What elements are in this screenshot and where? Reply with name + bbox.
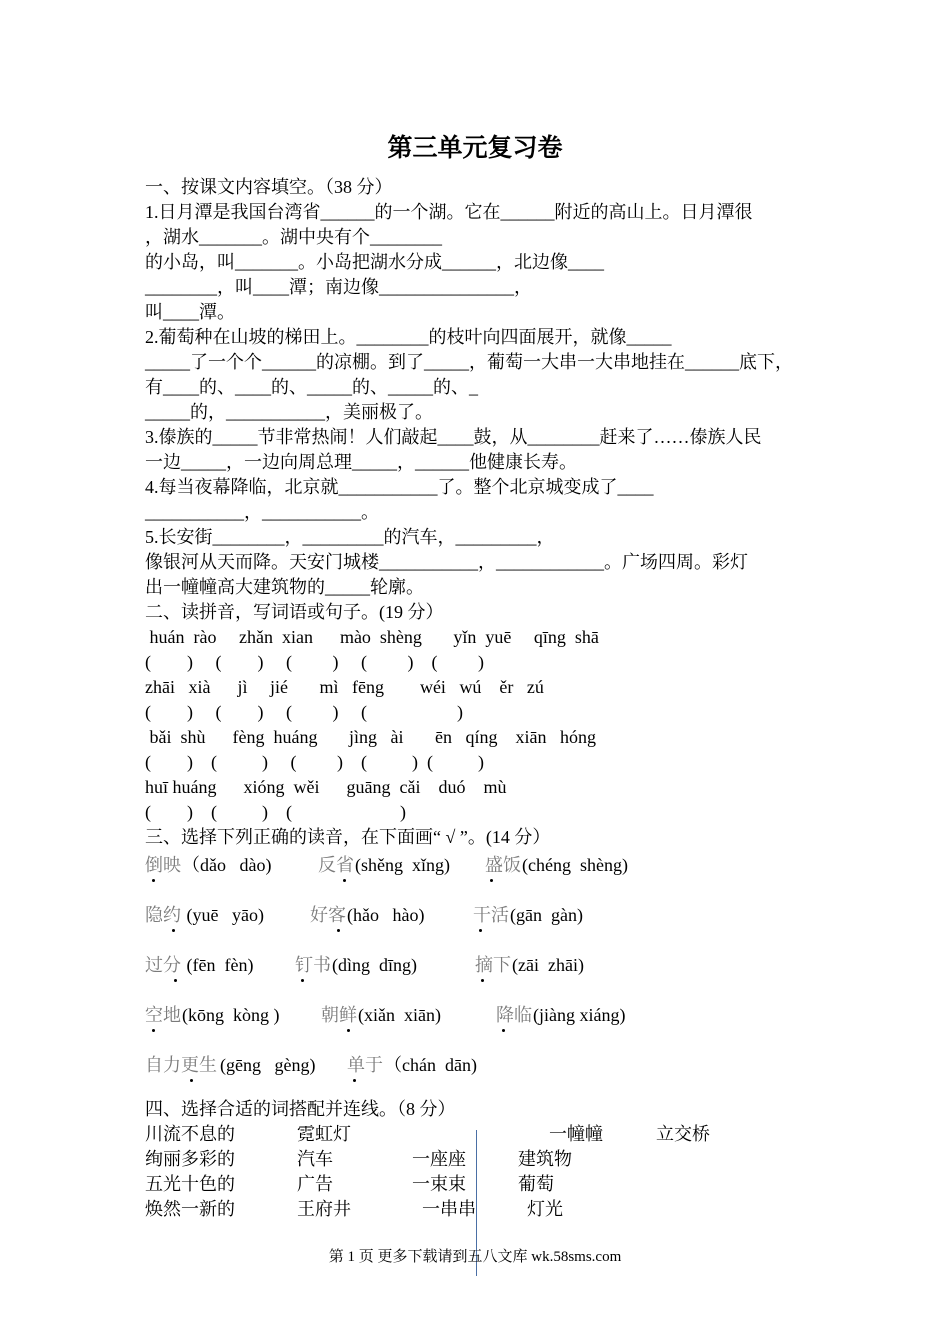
answer-brackets-row: ( ) ( ) ( ) ( ) ( ) bbox=[145, 652, 484, 672]
reading-options: (fēn fèn) bbox=[182, 955, 254, 975]
match-item: 一束束 bbox=[412, 1174, 466, 1194]
section3-heading: 三、选择下列正确的读音，在下面画“ √ ”。(14 分） bbox=[145, 827, 551, 847]
emphasis-dot bbox=[343, 879, 346, 882]
reading-word: 单于 bbox=[347, 1055, 383, 1075]
section1-line: _____了一个个______的凉棚。到了_____，葡萄一大串一大串地挂在______底下， bbox=[145, 352, 793, 372]
reading-word: 摘下 bbox=[475, 955, 511, 975]
emphasis-dot bbox=[502, 1029, 505, 1032]
match-item: 灯光 bbox=[527, 1199, 563, 1219]
answer-brackets-row: ( ) ( ) ( ) ( ) ( ) bbox=[145, 752, 484, 772]
emphasis-dot bbox=[174, 979, 177, 982]
section1-line: _____的，___________，美丽极了。 bbox=[145, 402, 433, 422]
match-item: 葡萄 bbox=[518, 1174, 554, 1194]
page-title: 第三单元复习卷 bbox=[387, 135, 563, 162]
section1-line: 1.日月潭是我国台湾省______的一个湖。它在______附近的高山上。日月潭很 bbox=[145, 202, 753, 222]
emphasis-dot bbox=[490, 879, 493, 882]
match-item: 绚丽多彩的 bbox=[145, 1149, 235, 1169]
reading-word: 隐约 bbox=[145, 905, 181, 925]
section1-line: ___________，___________。 bbox=[145, 502, 379, 522]
section4-heading: 四、选择合适的词搭配并连线。（8 分） bbox=[145, 1099, 456, 1119]
match-item: 焕然一新的 bbox=[145, 1199, 235, 1219]
answer-brackets-row: ( ) ( ) ( ) ( ) bbox=[145, 702, 463, 722]
page-footer: 第 1 页 更多下载请到五八文库 wk.58sms.com bbox=[328, 1249, 622, 1265]
reading-options: (chéng shèng) bbox=[522, 855, 628, 875]
reading-word: 倒映 bbox=[145, 855, 181, 875]
match-item: 一幢幢 bbox=[549, 1124, 603, 1144]
pinyin-row: huī huáng xióng wěi guāng cǎi duó mù bbox=[145, 777, 507, 797]
match-item: 王府井 bbox=[297, 1199, 351, 1219]
reading-options: （dǎo dào) bbox=[182, 855, 272, 875]
reading-word: 空地 bbox=[145, 1005, 181, 1025]
reading-options: (jiàng xiáng) bbox=[533, 1005, 626, 1025]
emphasis-dot bbox=[479, 929, 482, 932]
pinyin-row: bǎi shù fèng huáng jìng ài ēn qíng xiān hóng bbox=[145, 727, 596, 747]
section1-line: 有____的、____的、_____的、_____的、_ bbox=[145, 377, 478, 397]
section1-line: 4.每当夜幕降临，北京就___________了。整个北京城变成了____ bbox=[145, 477, 654, 497]
pinyin-row: huán rào zhǎn xian mào shèng yǐn yuē qīng shā bbox=[145, 627, 599, 647]
match-item: 川流不息的 bbox=[145, 1124, 235, 1144]
match-item: 霓虹灯 bbox=[297, 1124, 351, 1144]
reading-word: 反省 bbox=[318, 855, 354, 875]
emphasis-dot bbox=[172, 929, 175, 932]
match-item: 立交桥 bbox=[656, 1124, 710, 1144]
reading-word: 盛饭 bbox=[485, 855, 521, 875]
reading-options: (yuē yāo) bbox=[182, 905, 264, 925]
match-item: 五光十色的 bbox=[145, 1174, 235, 1194]
section1-line: 2.葡萄种在山坡的梯田上。________的枝叶向四面展开，就像_____ bbox=[145, 327, 672, 347]
answer-brackets-row: ( ) ( ) ( ) bbox=[145, 802, 406, 822]
emphasis-dot bbox=[152, 879, 155, 882]
section1-line: ________，叫____潭；南边像_______________， bbox=[145, 277, 532, 297]
reading-options: （chán dān) bbox=[384, 1055, 477, 1075]
reading-options: (gēng gèng) bbox=[220, 1055, 316, 1075]
emphasis-dot bbox=[353, 1079, 356, 1082]
section1-line: 的小岛，叫_______。小岛把湖水分成______，北边像____ bbox=[145, 252, 604, 272]
section1-line: 叫____潭。 bbox=[145, 302, 235, 322]
match-item: 一串串 bbox=[422, 1199, 476, 1219]
section1-line: 像银河从天而降。天安门城楼___________，____________。广场四周。彩灯 bbox=[145, 552, 748, 572]
reading-options: (shěng xǐng) bbox=[355, 855, 450, 875]
reading-word: 朝鲜 bbox=[321, 1005, 357, 1025]
section1-line: 5.长安街________，_________的汽车，_________， bbox=[145, 527, 555, 547]
reading-options: (zāi zhāi) bbox=[512, 955, 584, 975]
reading-word: 过分 bbox=[145, 955, 181, 975]
emphasis-dot bbox=[190, 1079, 193, 1082]
section1-line: 出一幢幢高大建筑物的_____轮廓。 bbox=[145, 577, 424, 597]
emphasis-dot bbox=[337, 929, 340, 932]
reading-word: 降临 bbox=[496, 1005, 532, 1025]
emphasis-dot bbox=[481, 979, 484, 982]
reading-word: 自力更生 bbox=[145, 1055, 217, 1075]
reading-options: (xiǎn xiān) bbox=[358, 1005, 441, 1025]
reading-options: (dìng dīng) bbox=[332, 955, 417, 975]
reading-word: 干活 bbox=[473, 905, 509, 925]
match-item: 汽车 bbox=[297, 1149, 333, 1169]
section1-heading: 一、按课文内容填空。（38 分） bbox=[145, 177, 393, 197]
emphasis-dot bbox=[301, 979, 304, 982]
section2-heading: 二、读拼音，写词语或句子。(19 分） bbox=[145, 602, 444, 622]
section1-line: ，湖水_______。湖中央有个________ bbox=[145, 227, 442, 247]
match-item: 一座座 bbox=[412, 1149, 466, 1169]
pinyin-row: zhāi xià jì jié mì fēng wéi wú ěr zú bbox=[145, 677, 544, 697]
emphasis-dot bbox=[347, 1029, 350, 1032]
reading-options: (gān gàn) bbox=[510, 905, 583, 925]
match-item: 广告 bbox=[297, 1174, 333, 1194]
reading-options: (kōng kòng ) bbox=[182, 1005, 280, 1025]
section1-line: 3.傣族的_____节非常热闹！人们敲起____鼓，从________赶来了……傣族人民 bbox=[145, 427, 762, 447]
emphasis-dot bbox=[152, 1029, 155, 1032]
reading-word: 钉书 bbox=[295, 955, 331, 975]
reading-options: (hǎo hào) bbox=[347, 905, 425, 925]
reading-word: 好客 bbox=[310, 905, 346, 925]
section1-line: 一边_____，一边向周总理_____，______他健康长寿。 bbox=[145, 452, 577, 472]
match-item: 建筑物 bbox=[518, 1149, 572, 1169]
